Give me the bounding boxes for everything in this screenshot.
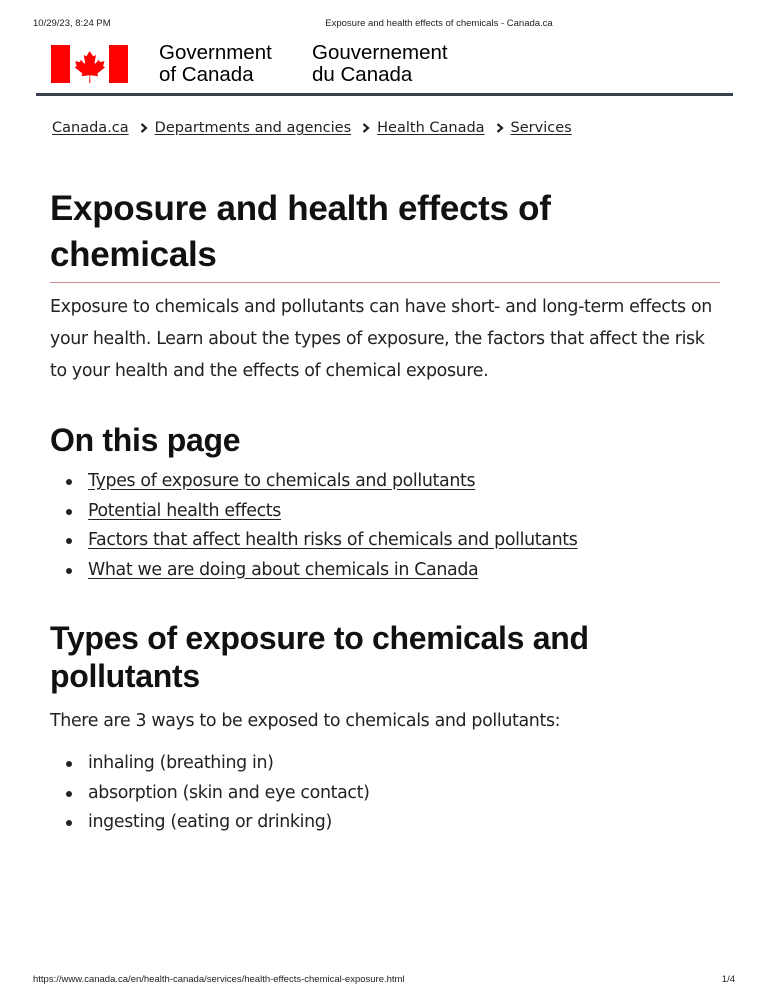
on-this-page-heading: On this page — [50, 422, 241, 458]
list-item: absorption (skin and eye contact) — [50, 779, 720, 809]
canada-flag-icon — [51, 45, 128, 83]
print-url: https://www.canada.ca/en/health-canada/services/health-effects-chemical-exposure.html — [33, 974, 405, 985]
toc-link-what-we-are-doing[interactable]: What we are doing about chemicals in Canada — [88, 559, 479, 580]
bullet-icon — [66, 761, 72, 767]
chevron-right-icon — [140, 123, 148, 133]
breadcrumb-link-health-canada[interactable]: Health Canada — [377, 120, 485, 136]
toc-link-potential-health-effects[interactable]: Potential health effects — [88, 500, 281, 521]
list-item: inhaling (breathing in) — [50, 749, 720, 779]
page-intro: Exposure to chemicals and pollutants can have short- and long-term effects on your health. Learn about the types of exposure, the factors that affect the risk to your health and the effects of chemical exposure. — [50, 297, 712, 381]
exposure-ways-list — [50, 749, 720, 838]
signature-english: Government of Canada — [159, 41, 272, 86]
page-title: Exposure and health effects of chemicals — [50, 186, 720, 283]
print-date: 10/29/23, 8:24 PM — [33, 18, 111, 29]
toc-link-factors[interactable]: Factors that affect health risks of chemicals and pollutants — [88, 530, 578, 550]
print-page-number: 1/4 — [721, 974, 735, 985]
toc-item — [50, 497, 720, 527]
print-page-title: Exposure and health effects of chemicals - Canada.ca — [325, 18, 553, 29]
toc-item — [50, 526, 720, 556]
print-header — [0, 18, 768, 32]
bullet-icon — [66, 820, 72, 826]
toc-item — [50, 556, 720, 586]
bullet-icon — [66, 479, 72, 485]
toc-link-types-of-exposure[interactable]: Types of exposure to chemicals and pollutants — [88, 471, 476, 491]
types-of-exposure-intro: There are 3 ways to be exposed to chemicals and pollutants: — [50, 711, 561, 731]
bullet-icon — [66, 509, 72, 515]
on-this-page-list — [50, 467, 720, 585]
bullet-icon — [66, 568, 72, 574]
print-footer — [0, 974, 768, 988]
chevron-right-icon — [496, 123, 504, 133]
toc-item — [50, 467, 720, 497]
breadcrumb — [52, 120, 572, 136]
goc-signature-header — [36, 40, 733, 96]
breadcrumb-link-canada-ca[interactable]: Canada.ca — [52, 120, 129, 136]
header-divider — [36, 93, 733, 96]
breadcrumb-link-departments[interactable]: Departments and agencies — [154, 120, 352, 136]
chevron-right-icon — [362, 123, 370, 133]
main-content — [50, 186, 720, 838]
bullet-icon — [66, 538, 72, 544]
signature-french: Gouvernement du Canada — [312, 41, 448, 86]
types-of-exposure-heading: Types of exposure to chemicals and pollutants — [50, 620, 589, 694]
breadcrumb-link-services[interactable]: Services — [510, 120, 572, 136]
list-item: ingesting (eating or drinking) — [50, 808, 720, 838]
bullet-icon — [66, 791, 72, 797]
